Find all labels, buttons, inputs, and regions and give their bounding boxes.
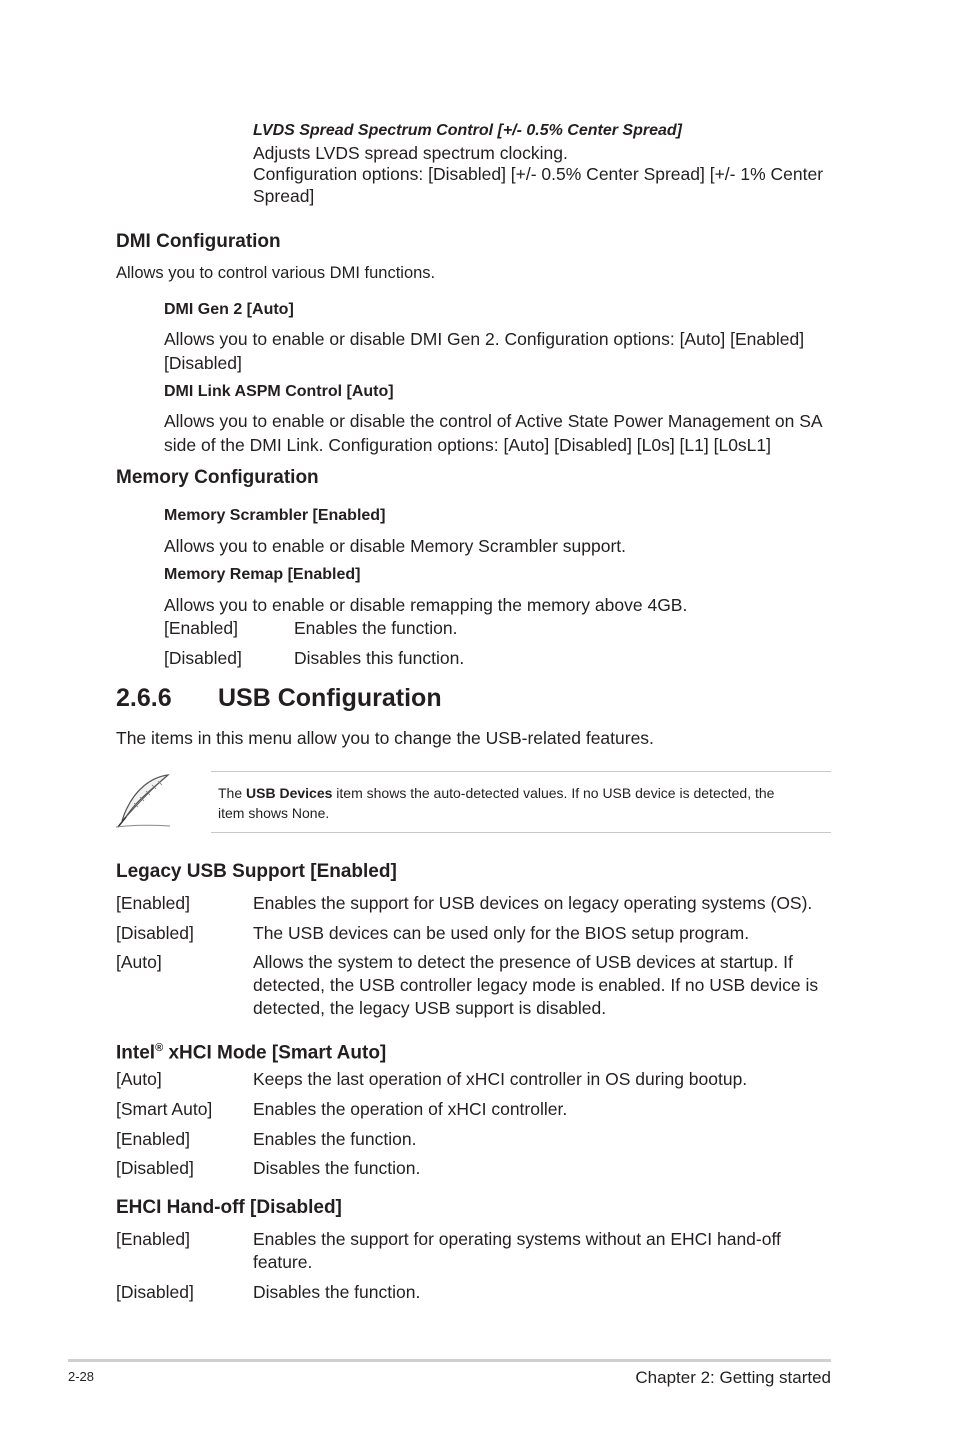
usb-intro: The items in this menu allow you to change the USB-related features. [116,728,654,748]
lvds-desc-line2: Configuration options: [Disabled] [+/- 0.5% Center Spread] [+/- 1% Center [253,164,824,184]
lvds-desc-line3: Spread] [253,186,315,206]
legacy-option-key: [Disabled] [116,923,194,943]
xhci-heading: Intel® xHCI Mode [Smart Auto] [116,1042,387,1064]
dmi-gen2-line1: Allows you to enable or disable DMI Gen 2. Configuration options: [Auto] [Enabled] [164,329,805,349]
legacy-option-desc: Allows the system to detect the presence of USB devices at startup. If [253,952,793,972]
lvds-title: LVDS Spread Spectrum Control [+/- 0.5% Center Spread] [253,122,682,139]
remap-option-desc: Enables the function. [294,618,458,638]
xhci-option-desc: Enables the function. [253,1129,417,1149]
xhci-option-desc: Keeps the last operation of xHCI controller in OS during bootup. [253,1069,748,1089]
memory-heading: Memory Configuration [116,467,319,488]
memory-scrambler-title: Memory Scrambler [Enabled] [164,507,386,524]
note-box [211,771,831,833]
dmi-heading: DMI Configuration [116,231,281,252]
legacy-option-key: [Enabled] [116,893,190,913]
section-number: 2.6.6 [116,684,172,712]
dmi-intro: Allows you to control various DMI functions. [116,264,436,282]
legacy-option-desc: Enables the support for USB devices on legacy operating systems (OS). [253,893,813,913]
dmi-aspm-title: DMI Link ASPM Control [Auto] [164,383,394,400]
ehci-option-key: [Enabled] [116,1229,190,1249]
xhci-option-key: [Enabled] [116,1129,190,1149]
lvds-desc-line1: Adjusts LVDS spread spectrum clocking. [253,143,568,163]
dmi-gen2-title: DMI Gen 2 [Auto] [164,301,294,318]
ehci-option-desc: Disables the function. [253,1282,421,1302]
xhci-option-key: [Auto] [116,1069,162,1089]
dmi-gen2-line2: [Disabled] [164,353,242,373]
legacy-option-key: [Auto] [116,952,162,972]
dmi-aspm-line1: Allows you to enable or disable the control of Active State Power Management on SA [164,411,823,431]
xhci-option-desc: Disables the function. [253,1158,421,1178]
ehci-option-desc: feature. [253,1252,313,1272]
xhci-option-key: [Smart Auto] [116,1099,213,1119]
remap-option-key: [Enabled] [164,618,238,638]
xhci-option-key: [Disabled] [116,1158,194,1178]
memory-remap-title: Memory Remap [Enabled] [164,566,361,583]
ehci-heading: EHCI Hand-off [Disabled] [116,1197,342,1218]
legacy-option-desc: detected, the legacy USB support is disabled. [253,998,607,1018]
dmi-aspm-line2: side of the DMI Link. Configuration options: [Auto] [Disabled] [L0s] [L1] [L0sL1] [164,435,772,455]
footer-rule [68,1359,831,1362]
chapter-label: Chapter 2: Getting started [635,1368,831,1387]
page-number: 2-28 [68,1369,95,1384]
legacy-option-desc: detected, the USB controller legacy mode is enabled. If no USB device is [253,975,819,995]
memory-remap-desc: Allows you to enable or disable remapping the memory above 4GB. [164,595,688,615]
ehci-option-desc: Enables the support for operating systems without an EHCI hand-off [253,1229,781,1249]
note-line2: item shows None. [218,805,330,821]
remap-option-desc: Disables this function. [294,648,465,668]
section-title: USB Configuration [218,684,442,712]
note-line1: The USB Devices item shows the auto-detected values. If no USB device is detected, the [218,785,775,801]
note-bold-term: USB Devices [246,785,333,801]
xhci-option-desc: Enables the operation of xHCI controller. [253,1099,568,1119]
legacy-usb-heading: Legacy USB Support [Enabled] [116,861,397,882]
ehci-option-key: [Disabled] [116,1282,194,1302]
remap-option-key: [Disabled] [164,648,242,668]
legacy-option-desc: The USB devices can be used only for the BIOS setup program. [253,923,750,943]
memory-scrambler-desc: Allows you to enable or disable Memory Scrambler support. [164,536,627,556]
feather-quill-icon [112,771,174,829]
